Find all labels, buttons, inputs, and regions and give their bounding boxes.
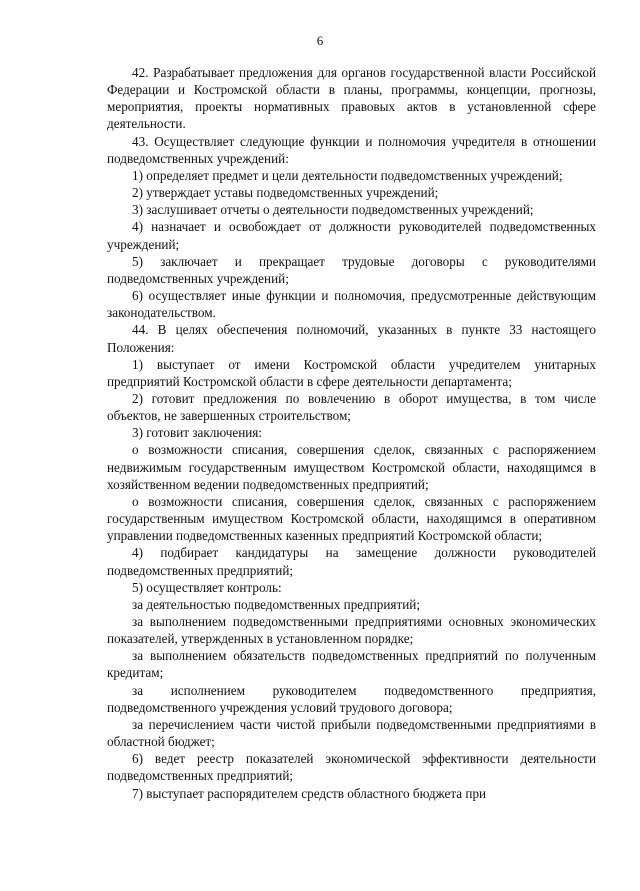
sub-item: за выполнением подведомственными предприятиями основных экономических показателей, утвержденных в установленном порядке;: [107, 614, 596, 647]
list-item: 1) выступает от имени Костромской области учредителем унитарных предприятий Костромской области в сфере деятельности департамента;: [107, 356, 596, 389]
paragraph-44: 44. В целях обеспечения полномочий, указанных в пункте 33 настоящего Положения:: [107, 322, 596, 355]
list-item: 1) определяет предмет и цели деятельности подведомственных учреждений;: [132, 167, 563, 183]
list-item: 4) подбирает кандидатуры на замещение должности руководителей подведомственных предприятий;: [107, 545, 596, 578]
sub-item: за исполнением руководителем подведомственного предприятия, подведомственного учреждения условий трудового договора;: [107, 682, 596, 715]
paragraph-42: 42. Разрабатывает предложения для органов государственной власти Российской Федерации и Костромской области в планы, программы, концепции, прогнозы, мероприятия, проекты нормативных правовых актов в установленной сфере деятельности.: [107, 65, 596, 132]
list-item: 3) готовит заключения:: [132, 425, 263, 441]
sub-item: за выполнением обязательств подведомственных предприятий по полученным кредитам;: [107, 648, 596, 681]
paragraph-43: 43. Осуществляет следующие функции и полномочия учредителя в отношении подведомственных учреждений:: [107, 133, 596, 166]
sub-item: за деятельностью подведомственных предприятий;: [132, 596, 421, 612]
list-item: 6) ведет реестр показателей экономической эффективности деятельности подведомственных предприятий;: [107, 751, 596, 784]
list-item: 5) заключает и прекращает трудовые договоры с руководителями подведомственных учреждений;: [107, 253, 596, 286]
sub-item: за перечислением части чистой прибыли подведомственными предприятиями в областной бюджет;: [107, 716, 596, 750]
document-body: [107, 64, 596, 802]
list-item: 5) осуществляет контроль:: [132, 579, 282, 595]
sub-item: о возможности списания, совершения сделок, связанных с распоряжением государственным имуществом Костромской области, находящимся в оперативном управлении подведомственных казенных предприятий Костромской области;: [107, 493, 596, 544]
list-item: 2) утверждает уставы подведомственных учреждений;: [132, 185, 439, 201]
sub-item: о возможности списания, совершения сделок, связанных с распоряжением недвижимым государственным имуществом Костромской области, находящимся в хозяйственном ведении подведомственных предприятий;: [107, 442, 596, 492]
list-item: 2) готовит предложения по вовлечению в оборот имущества, в том числе объектов, не завершенных строительством;: [107, 390, 596, 424]
list-item: 6) осуществляет иные функции и полномочия, предусмотренные действующим законодательством.: [107, 288, 596, 321]
page-number: 6: [316, 33, 324, 48]
list-item: 7) выступает распорядителем средств областного бюджета при: [132, 785, 487, 801]
list-item: 4) назначает и освобождает от должности руководителей подведомственных учреждений;: [107, 219, 596, 252]
list-item: 3) заслушивает отчеты о деятельности подведомственных учреждений;: [132, 202, 534, 218]
